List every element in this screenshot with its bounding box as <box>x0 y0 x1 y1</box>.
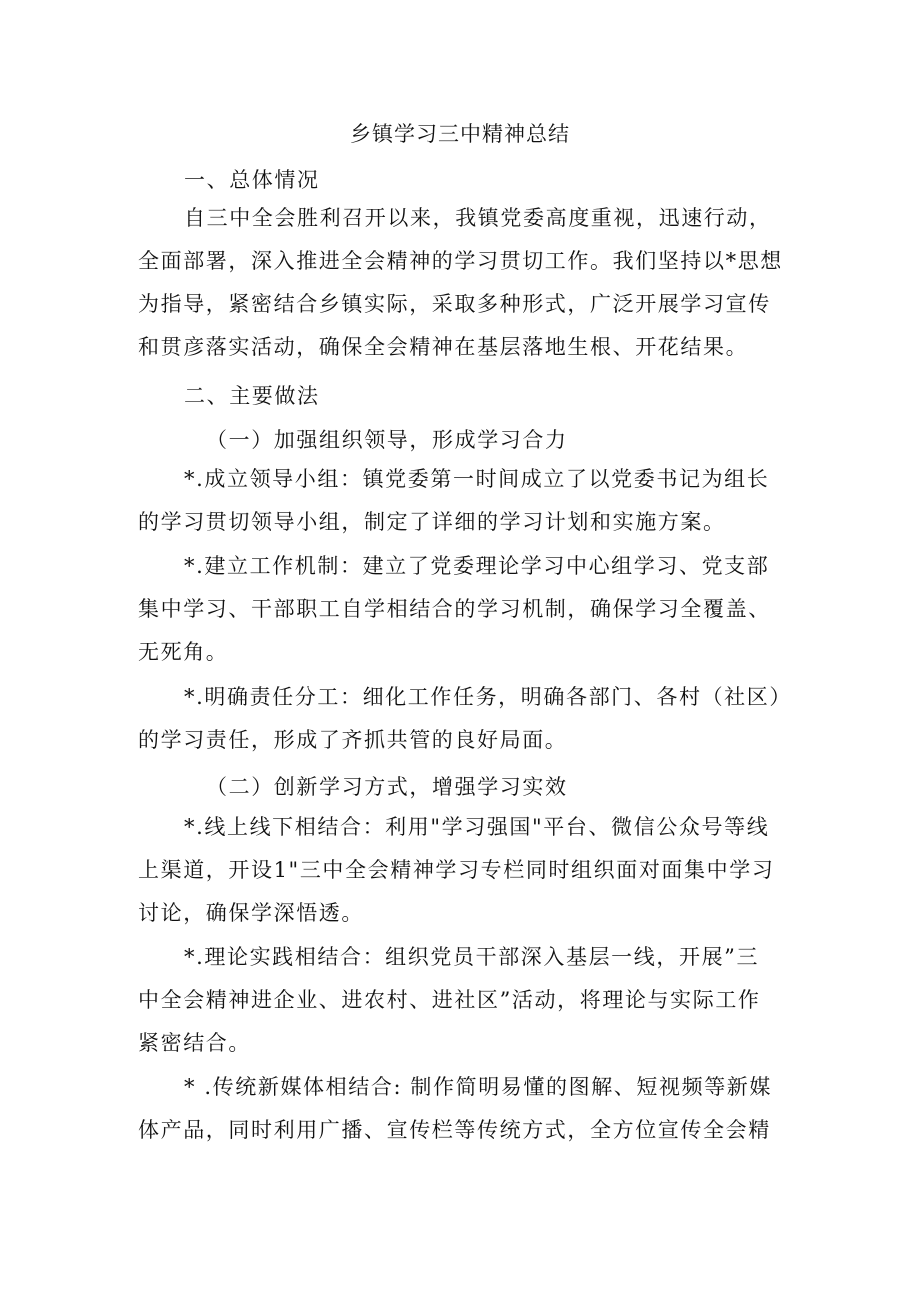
overview-paragraph <box>138 197 798 369</box>
paragraph-line: 体产品，同时利用广播、宣传栏等传统方式，全方位宣传全会精 <box>138 1118 771 1142</box>
paragraph-line: 讨论，确保学深悟透。 <box>138 901 364 925</box>
item-leadership-group <box>138 458 798 544</box>
paragraph-line: 集中学习、干部职工自学相结合的学习机制，确保学习全覆盖、 <box>138 597 771 621</box>
paragraph-line: *.理论实践相结合：组织党员干部深入基层一线，开展”三 <box>184 945 760 969</box>
paragraph-line: *.建立工作机制：建立了党委理论学习中心组学习、党支部 <box>184 554 770 578</box>
item-theory-practice <box>138 936 798 1065</box>
paragraph-line: * .传统新媒体相结合: 制作简明易懂的图解、短视频等新媒 <box>184 1075 772 1099</box>
paragraph-line: 和贯彦落实活动，确保全会精神在基层落地生根、开花结果。 <box>138 335 749 359</box>
paragraph-line: *.线上线下相结合：利用"学习强国"平台、微信公众号等线 <box>184 815 770 839</box>
paragraph-line: 全面部署，深入推进全会精神的学习贯切工作。我们坚持以*思想 <box>138 249 783 273</box>
paragraph-line: *.成立领导小组：镇党委第一时间成立了以党委书记为组长 <box>184 467 770 491</box>
item-media <box>138 1066 798 1152</box>
paragraph-line: 的学习责任，形成了齐抓共管的良好局面。 <box>138 728 568 752</box>
subsection-heading-methods: （二）创新学习方式，增强学习实效 <box>206 775 568 799</box>
paragraph-line: 无死角。 <box>138 640 229 664</box>
item-responsibility <box>138 676 798 762</box>
paragraph-line: 中全会精神进企业、进农村、进社区”活动，将理论与实际工作 <box>138 988 761 1012</box>
document-title: 乡镇学习三中精神总结 <box>350 122 570 146</box>
paragraph-line: *.明确责任分工：细化工作任务，明确各部门、各村（社区） <box>184 685 792 709</box>
section-heading-overview: 一、总体情况 <box>184 168 320 192</box>
paragraph-line: 自三中全会胜利召开以来，我镇党委高度重视，迅速行动， <box>184 206 772 230</box>
paragraph-line: 的学习贯切领导小组，制定了详细的学习计划和实施方案。 <box>138 510 726 534</box>
paragraph-line: 紧密结合。 <box>138 1031 251 1055</box>
paragraph-line: 为指导，紧密结合乡镇实际，采取多种形式，广泛开展学习宣传 <box>138 292 771 316</box>
item-work-mechanism <box>138 545 798 674</box>
paragraph-line: 上渠道，开设1"三中全会精神学习专栏同时组织面对面集中学习 <box>138 858 775 882</box>
subsection-heading-organization: （一）加强组织领导，形成学习合力 <box>206 428 568 452</box>
item-online-offline <box>138 806 798 935</box>
section-heading-practices: 二、主要做法 <box>184 384 320 408</box>
